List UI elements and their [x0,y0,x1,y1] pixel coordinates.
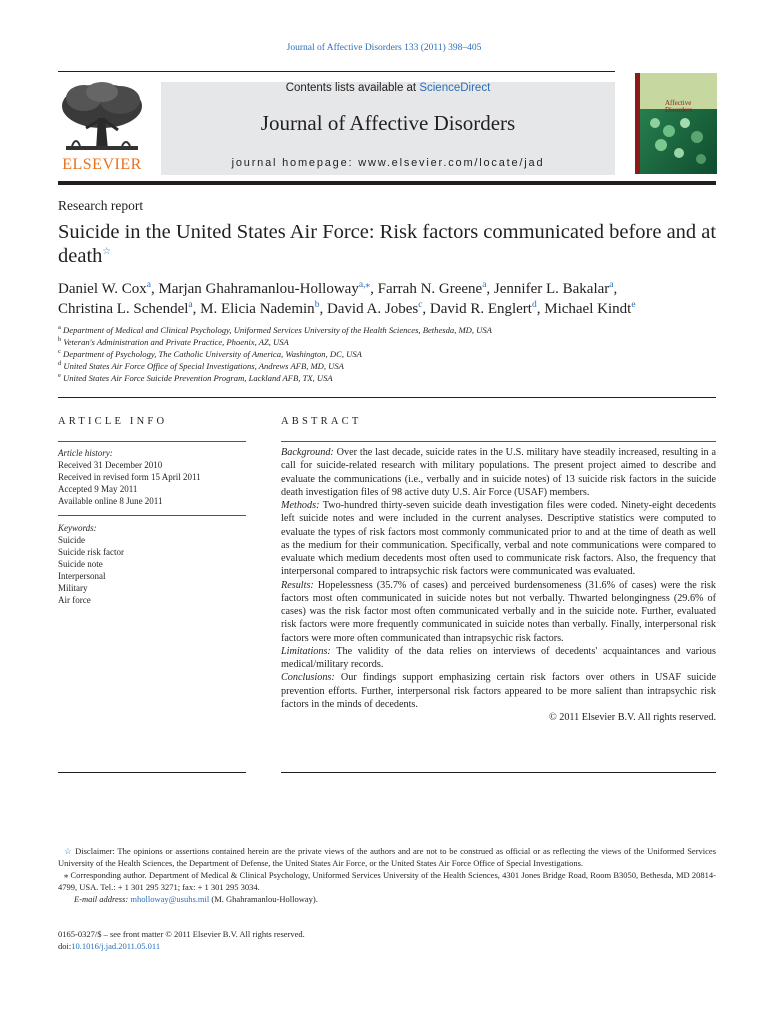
keyword: Interpersonal [58,571,106,581]
author-name: Marjan Ghahramanlou-Holloway [158,281,359,297]
affiliation [58,372,718,384]
abstract-section [281,499,716,579]
author [544,301,635,317]
disclaimer-star-icon: ☆ [64,846,73,856]
email-label: E-mail address: [74,894,129,904]
author-separator: , [486,281,494,297]
author-name: M. Elicia Nademin [200,301,315,317]
abstract-section-label: Results: [281,579,314,591]
author-separator: , [150,281,159,297]
corresponding-mark: ⁎ [64,870,69,880]
history-item: Accepted 9 May 2011 [58,484,138,494]
keyword: Military [58,583,88,593]
author-name: David R. Englert [429,301,532,317]
article-info-heading: ARTICLE INFO [58,416,168,427]
affiliation-key: b [58,336,62,344]
author [58,301,200,317]
abstract-section-text: Two-hundred thirty-seven suicide death investigation files were coded. Ninety-eight decedents left suicide notes and were included in the current analyses. Descriptive statistics were computed to evaluate the types of risk factors most commonly communicated prior to and at the time of death as well as the medium for their communication. Specifically, verbal and note communications were compared to evaluate which medium decedents most often used to communicate risk factors. Also, the frequency that interpersonal compared to intrapsychic risk factors were communicated was evaluated. [281,500,716,578]
history-item: Received in revised form 15 April 2011 [58,472,201,482]
abstract-bottom-rule [281,772,716,773]
abstract-section [281,446,716,499]
keyword: Suicide risk factor [58,547,124,557]
elsevier-logo [58,80,146,174]
email-footnote [58,893,716,905]
author-affil-mark[interactable]: a [609,280,614,290]
article-title [58,220,730,268]
keyword: Suicide [58,535,85,545]
author-name: Christina L. Schendel [58,301,189,317]
author-affil-mark[interactable]: a [146,280,151,290]
info-bottom-rule [58,772,246,773]
cover-title-line1: Affective [665,99,692,107]
abstract-sections [281,446,716,711]
author [378,281,494,297]
cover-image-icon [635,73,717,174]
author [58,281,158,297]
keywords-list [58,534,246,606]
author-separator: , [370,281,378,297]
abstract-copyright: © 2011 Elsevier B.V. All rights reserved. [548,712,716,723]
author-affil-mark[interactable]: e [631,300,636,310]
journal-homepage[interactable]: journal homepage: www.elsevier.com/locate/jad [231,157,545,169]
keywords-rule [58,515,246,516]
history-list [58,459,246,507]
title-block-rule [58,397,716,398]
doi-line [58,940,305,952]
abstract-section [281,645,716,672]
affiliation [58,348,718,360]
abstract-section-text: The validity of the data relies on interviews of decedents' acquaintances and various medical/military records. [281,645,716,670]
disclaimer-text: Disclaimer: The opinions or assertions contained herein are the private views of the authors and are not to be construed as official or as reflecting the views of the Uniformed Services University of the Health Sciences, the Department of Defense, the United States Air Force, or the United States Air Force Office of Special Investigations. [58,846,717,868]
abstract-section-text: Hopelessness (35.7% of cases) and perceived burdensomeness (31.6% of cases) were the risk factors most often communicated in suicide notes but not verbally. Thwarted belongingness (29.6% of cases) was the risk factor most often communicated verbally and in the suicide note. Further, evaluated risk factors were more frequently communicated in suicide notes than verbally. Finally, interpersonal risk factors were more often communicated than intrapsychic risk factors. [281,579,716,644]
history-label: Article history: [58,448,113,458]
keyword: Suicide note [58,559,103,569]
affiliation-key: d [58,360,62,368]
author [200,301,327,317]
journal-name: Journal of Affective Disorders [260,111,516,135]
abstract-section-text: Our findings support emphasizing certain risk factors over others in USAF suicide prevention efforts. Further, interpersonal risk factors appeared to be more salient than intrapsychic risk factors in the minds of decedents. [281,672,717,710]
article-type: Research report [58,198,144,213]
author-name: Michael Kindt [544,301,632,317]
abstract-rule [281,441,716,442]
affiliation-key: e [58,372,61,380]
article-info-rule [58,441,246,442]
article-title-text: Suicide in the United States Air Force: Risk factors communicated before and at death [58,221,717,267]
disclaimer-footnote [58,845,716,869]
keyword: Air force [58,595,91,605]
abstract-section-label: Methods: [281,500,320,511]
cover-title [665,100,692,114]
front-matter [58,928,305,952]
affiliation [58,324,718,336]
corresponding-footnote [58,869,716,893]
author-affil-mark[interactable]: a [482,280,487,290]
author-separator: , [536,301,545,317]
author-affil-mark[interactable]: d [531,300,537,310]
cover-title-line2: Disorders [665,106,693,114]
contents-line [161,82,615,94]
journal-banner [161,82,615,175]
history-item: Available online 8 June 2011 [58,496,163,506]
author [158,281,377,297]
corresponding-text: Corresponding author. Department of Medical & Clinical Psychology, Uniformed Services University of the Health Sciences, 4301 Jones Bridge Road, Room B3050, Bethesda, MD 20814-4799, USA. Tel.: + 1 301 295 3271; fax: + 1 301 295 3034. [58,870,716,892]
author-separator: , [192,301,201,317]
affiliation-text: Department of Psychology, The Catholic University of America, Washington, DC, USA [63,349,362,359]
author-separator: , [422,301,430,317]
author-separator: , [613,281,618,297]
author-affil-mark[interactable]: b [314,300,320,310]
abstract-body [281,446,716,724]
affiliation-text: Veteran's Administration and Private Practice, Phoenix, AZ, USA [63,337,289,347]
abstract-section-label: Conclusions: [281,672,335,684]
journal-cover [635,73,717,174]
abstract-section [281,671,716,711]
author-name: David A. Jobes [326,301,419,317]
publisher-name: ELSEVIER [62,156,142,173]
keywords-label: Keywords: [58,523,97,533]
affiliation [58,360,718,372]
article-info [58,447,246,606]
affiliation [58,336,718,348]
header-rule [58,71,615,72]
issn-line: 0165-0327/$ – see front matter © 2011 Elsevier B.V. All rights reserved. [58,929,305,939]
affiliation-key: c [58,348,61,356]
abstract-heading: ABSTRACT [281,416,362,427]
abstract-section [281,579,716,645]
abstract-section-label: Background: [281,447,334,458]
history-item: Received 31 December 2010 [58,460,163,470]
affiliation-list [58,324,718,384]
affiliation-key: a [58,324,61,332]
sciencedirect-link[interactable]: ScienceDirect [419,82,491,94]
email-suffix: (M. Ghahramanlou-Holloway). [211,894,318,904]
author [430,301,544,317]
author [327,301,430,317]
abstract-section-label: Limitations: [281,645,331,657]
author-separator: , [319,301,327,317]
doi-link[interactable]: 10.1016/j.jad.2011.05.011 [71,941,161,951]
author-affil-mark[interactable]: a,⁎ [358,280,371,290]
affiliation-text: Department of Medical and Clinical Psychology, Uniformed Services University of the Health Sciences, Bethesda, MD, USA [63,325,492,335]
doi-label: doi: [58,941,72,951]
author [494,281,617,297]
title-footnote-star-icon[interactable]: ☆ [102,247,111,258]
author-affil-mark[interactable]: a [188,300,193,310]
affiliation-text: United States Air Force Suicide Prevention Program, Lackland AFB, TX, USA [63,373,333,383]
author-name: Jennifer L. Bakalar [493,281,610,297]
header-thick-rule [58,181,716,185]
contents-prefix: Contents lists available at [285,82,420,94]
abstract-section-text: Over the last decade, suicide rates in the U.S. military have steadily increased, resulting in a call for suicide-related research with military populations. The present project aimed to describe and evaluate the communications (i.e., verbally and in suicide notes) of 13 suicide risk factors in the suicide death investigation files of 98 active duty U.S. Air Force (USAF) members. [281,447,717,498]
author-affil-mark[interactable]: c [418,300,423,310]
journal-citation[interactable]: Journal of Affective Disorders 133 (2011) 398–405 [286,43,482,53]
author-list [58,279,730,319]
author-name: Farrah N. Greene [377,281,483,297]
author-name: Daniel W. Cox [58,281,147,297]
affiliation-text: United States Air Force Office of Special Investigations, Andrews AFB, MD, USA [63,361,344,371]
email-link[interactable]: mholloway@usuhs.mil [130,894,210,904]
footnotes [58,845,716,905]
